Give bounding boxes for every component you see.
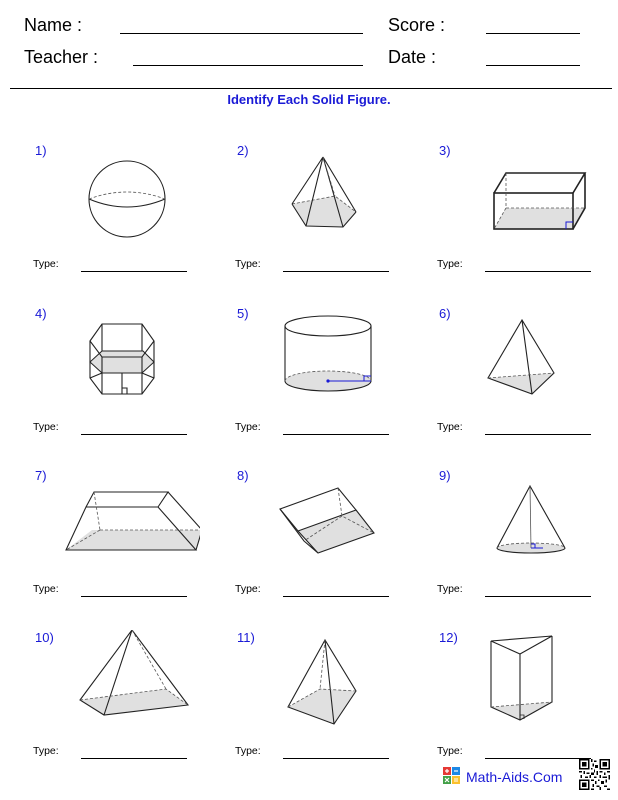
type-label: Type: [33, 583, 59, 595]
problem-number: 3) [439, 143, 451, 158]
type-label: Type: [437, 583, 463, 595]
problem-number: 10) [35, 630, 54, 645]
math-operators-icon [443, 767, 460, 784]
answer-line[interactable] [283, 596, 389, 597]
answer-line[interactable] [81, 758, 187, 759]
type-label: Type: [235, 258, 261, 270]
problem-number: 7) [35, 468, 47, 483]
score-field[interactable] [486, 33, 580, 34]
pentagonal-pyramid-figure [262, 143, 402, 258]
cube-figure [262, 468, 402, 583]
type-label: Type: [33, 258, 59, 270]
answer-line[interactable] [283, 758, 389, 759]
answer-line[interactable] [485, 596, 591, 597]
problem-5 [212, 306, 418, 470]
qr-code-icon [579, 759, 610, 790]
problem-9 [414, 468, 618, 632]
problem-3 [414, 143, 618, 307]
problem-10 [10, 630, 216, 794]
answer-line[interactable] [283, 271, 389, 272]
cone-figure [464, 468, 604, 583]
type-label: Type: [33, 745, 59, 757]
problem-number: 6) [439, 306, 451, 321]
teacher-field[interactable] [133, 65, 363, 66]
answer-line[interactable] [283, 434, 389, 435]
square-pyramid-figure [60, 630, 200, 745]
triangular-prism-figure [464, 630, 604, 745]
problem-2 [212, 143, 418, 307]
triangular-pyramid-figure [464, 306, 604, 421]
name-label: Name : [24, 15, 83, 35]
problem-11 [212, 630, 418, 794]
answer-line[interactable] [81, 434, 187, 435]
problem-1 [10, 143, 216, 307]
problem-number: 4) [35, 306, 47, 321]
score-label: Score : [388, 15, 446, 35]
problem-number: 2) [237, 143, 249, 158]
type-label: Type: [235, 421, 261, 433]
date-field[interactable] [486, 65, 580, 66]
rectangular-prism-figure [464, 143, 604, 258]
problem-8 [212, 468, 418, 632]
type-label: Type: [235, 745, 261, 757]
answer-line[interactable] [81, 596, 187, 597]
teacher-label: Teacher : [24, 47, 99, 67]
problem-number: 1) [35, 143, 47, 158]
problem-7 [10, 468, 216, 632]
date-label: Date : [388, 47, 437, 67]
problem-number: 12) [439, 630, 458, 645]
answer-line[interactable] [485, 434, 591, 435]
cylinder-figure [262, 306, 402, 421]
answer-line[interactable] [485, 758, 591, 759]
name-field[interactable] [120, 33, 363, 34]
trapezoidal-prism-figure [60, 468, 200, 583]
type-label: Type: [437, 421, 463, 433]
header-divider [10, 88, 612, 89]
hexagonal-prism-figure [60, 306, 200, 421]
problem-number: 5) [237, 306, 249, 321]
worksheet-title: Identify Each Solid Figure. [227, 92, 391, 107]
problem-number: 9) [439, 468, 451, 483]
quadrilateral-pyramid-figure [262, 630, 402, 745]
problem-4 [10, 306, 216, 470]
footer-brand-link[interactable]: Math-Aids.Com [466, 769, 563, 785]
problem-number: 8) [237, 468, 249, 483]
type-label: Type: [235, 583, 261, 595]
type-label: Type: [437, 745, 463, 757]
problem-number: 11) [237, 630, 255, 645]
type-label: Type: [33, 421, 59, 433]
type-label: Type: [437, 258, 463, 270]
answer-line[interactable] [485, 271, 591, 272]
sphere-figure [60, 143, 200, 258]
answer-line[interactable] [81, 271, 187, 272]
problem-6 [414, 306, 618, 470]
